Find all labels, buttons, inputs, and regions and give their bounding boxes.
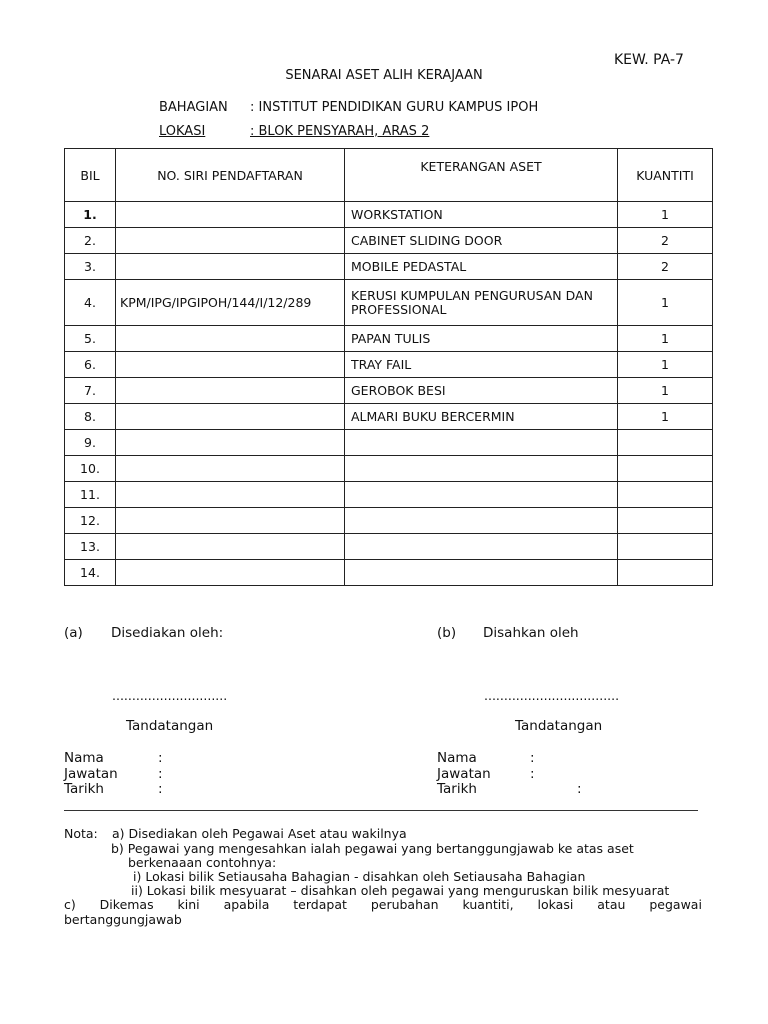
note-c-word: pegawai — [649, 897, 702, 912]
cell-bil: 10. — [65, 456, 116, 482]
note-b-line1: b) Pegawai yang mengesahkan ialah pegawai yang bertanggungjawab ke atas aset — [111, 841, 634, 856]
cell-keterangan — [345, 228, 618, 254]
sig-a-marker: (a) — [64, 625, 83, 641]
table-row — [65, 326, 713, 352]
table-row — [65, 280, 713, 326]
cell-siri — [116, 352, 345, 378]
note-c-word: perubahan — [370, 897, 439, 912]
cell-siri — [116, 430, 345, 456]
sig-a-tarikh-label: Tarikh — [64, 781, 104, 797]
note-c-word: kini — [177, 897, 200, 912]
sig-a-label: Disediakan oleh: — [111, 625, 224, 641]
note-c-word: lokasi — [537, 897, 574, 912]
cell-bil: 6. — [65, 352, 116, 378]
sig-b-jawatan-label: Jawatan — [437, 766, 491, 782]
cell-kuantiti — [618, 560, 713, 586]
cell-bil: 14. — [65, 560, 116, 586]
note-c-word: c) — [64, 897, 76, 912]
cell-keterangan — [345, 352, 618, 378]
cell-kuantiti — [618, 430, 713, 456]
cell-kuantiti: 1 — [618, 202, 713, 228]
cell-bil: 8. — [65, 404, 116, 430]
cell-siri — [116, 482, 345, 508]
note-c-word: apabila — [223, 897, 270, 912]
table-row — [65, 456, 713, 482]
note-c-word: kuantiti, — [462, 897, 514, 912]
cell-keterangan — [345, 482, 618, 508]
bahagian-value: : INSTITUT PENDIDIKAN GURU KAMPUS IPOH — [250, 100, 539, 115]
cell-keterangan — [345, 560, 618, 586]
table-row — [65, 228, 713, 254]
cell-keterangan-text: KERUSI KUMPULAN PENGURUSAN DAN PROFESSIONAL — [351, 288, 593, 317]
cell-keterangan-text: GEROBOK BESI — [351, 383, 446, 398]
cell-bil: 13. — [65, 534, 116, 560]
note-c-word: Dikemas — [99, 897, 154, 912]
cell-bil: 1. — [65, 202, 116, 228]
cell-kuantiti — [618, 508, 713, 534]
sig-b-label: Disahkan oleh — [483, 625, 579, 641]
cell-keterangan-text: MOBILE PEDASTAL — [351, 259, 467, 274]
lokasi-label: LOKASI — [159, 124, 206, 139]
cell-bil: 3. — [65, 254, 116, 280]
note-c-line2: bertanggungjawab — [64, 912, 182, 927]
cell-bil: 4. — [65, 280, 116, 326]
document-title: SENARAI ASET ALIH KERAJAAN — [285, 68, 483, 83]
cell-kuantiti: 1 — [618, 404, 713, 430]
sig-b-jawatan-colon: : — [530, 766, 535, 782]
note-b-line2: berkenaaan contohnya: — [128, 855, 277, 870]
cell-keterangan-text: TRAY FAIL — [351, 357, 412, 372]
cell-keterangan — [345, 456, 618, 482]
sig-a-jawatan-colon: : — [158, 766, 163, 782]
sig-a-tandatangan: Tandatangan — [126, 718, 214, 734]
cell-keterangan — [345, 280, 618, 326]
cell-keterangan-text: CABINET SLIDING DOOR — [351, 233, 503, 248]
cell-bil: 5. — [65, 326, 116, 352]
sig-b-tandatangan: Tandatangan — [515, 718, 603, 734]
note-b-ii: ii) Lokasi bilik mesyuarat – disahkan oleh pegawai yang menguruskan bilik mesyuarat — [131, 883, 670, 898]
cell-kuantiti: 1 — [618, 326, 713, 352]
cell-bil: 7. — [65, 378, 116, 404]
col-header-siri: NO. SIRI PENDAFTARAN — [116, 149, 345, 202]
cell-siri — [116, 456, 345, 482]
cell-siri — [116, 228, 345, 254]
cell-bil: 2. — [65, 228, 116, 254]
col-header-bil: BIL — [65, 149, 116, 202]
cell-keterangan-text: ALMARI BUKU BERCERMIN — [351, 409, 515, 424]
asset-table — [64, 148, 713, 586]
cell-keterangan-text: WORKSTATION — [351, 207, 443, 222]
sig-b-marker: (b) — [437, 625, 457, 641]
cell-keterangan — [345, 534, 618, 560]
col-header-kuantiti: KUANTITI — [618, 149, 713, 202]
sig-b-tarikh-label: Tarikh — [437, 781, 477, 797]
table-header-row — [65, 149, 713, 202]
note-b-i: i) Lokasi bilik Setiausaha Bahagian - disahkan oleh Setiausaha Bahagian — [133, 869, 586, 884]
table-row — [65, 404, 713, 430]
cell-kuantiti: 2 — [618, 254, 713, 280]
cell-siri — [116, 508, 345, 534]
cell-bil: 12. — [65, 508, 116, 534]
cell-keterangan — [345, 378, 618, 404]
table-row — [65, 560, 713, 586]
col-header-keterangan: KETERANGAN ASET — [345, 149, 618, 202]
sig-b-tarikh-colon: : — [577, 781, 582, 797]
table-row — [65, 430, 713, 456]
sig-a-tarikh-colon: : — [158, 781, 163, 797]
lokasi-value: : BLOK PENSYARAH, ARAS 2 — [250, 124, 430, 139]
sig-a-line: ............................. — [112, 688, 228, 703]
cell-siri — [116, 534, 345, 560]
cell-bil: 9. — [65, 430, 116, 456]
form-code: KEW. PA-7 — [614, 52, 684, 68]
table-row — [65, 508, 713, 534]
bahagian-label: BAHAGIAN — [159, 100, 228, 115]
cell-kuantiti: 2 — [618, 228, 713, 254]
note-c-line1 — [64, 898, 702, 913]
sig-b-nama-label: Nama — [437, 750, 477, 766]
cell-bil: 11. — [65, 482, 116, 508]
cell-siri — [116, 254, 345, 280]
table-row — [65, 254, 713, 280]
cell-kuantiti: 1 — [618, 352, 713, 378]
table-row — [65, 352, 713, 378]
cell-siri — [116, 560, 345, 586]
note-a: a) Disediakan oleh Pegawai Aset atau wakilnya — [112, 826, 407, 841]
cell-kuantiti: 1 — [618, 280, 713, 326]
sig-a-jawatan-label: Jawatan — [64, 766, 118, 782]
nota-label: Nota: — [64, 826, 98, 841]
table-row — [65, 378, 713, 404]
cell-siri — [116, 378, 345, 404]
cell-siri — [116, 404, 345, 430]
table-row — [65, 202, 713, 228]
cell-kuantiti — [618, 456, 713, 482]
cell-keterangan — [345, 202, 618, 228]
sig-a-nama-colon: : — [158, 750, 163, 766]
cell-keterangan — [345, 430, 618, 456]
cell-siri-text: KPM/IPG/IPGIPOH/144/I/12/289 — [120, 295, 312, 310]
cell-keterangan — [345, 326, 618, 352]
sig-b-line: .................................. — [484, 688, 620, 703]
note-c-word: terdapat — [293, 897, 347, 912]
cell-keterangan — [345, 404, 618, 430]
cell-kuantiti — [618, 482, 713, 508]
cell-kuantiti: 1 — [618, 378, 713, 404]
cell-siri — [116, 280, 345, 326]
cell-kuantiti — [618, 534, 713, 560]
cell-siri — [116, 202, 345, 228]
table-row — [65, 482, 713, 508]
table-row — [65, 534, 713, 560]
cell-siri — [116, 326, 345, 352]
cell-keterangan — [345, 254, 618, 280]
sig-b-nama-colon: : — [530, 750, 535, 766]
cell-keterangan — [345, 508, 618, 534]
divider-line — [64, 810, 698, 811]
cell-keterangan-text: PAPAN TULIS — [351, 331, 431, 346]
note-c-word: atau — [597, 897, 626, 912]
sig-a-nama-label: Nama — [64, 750, 104, 766]
